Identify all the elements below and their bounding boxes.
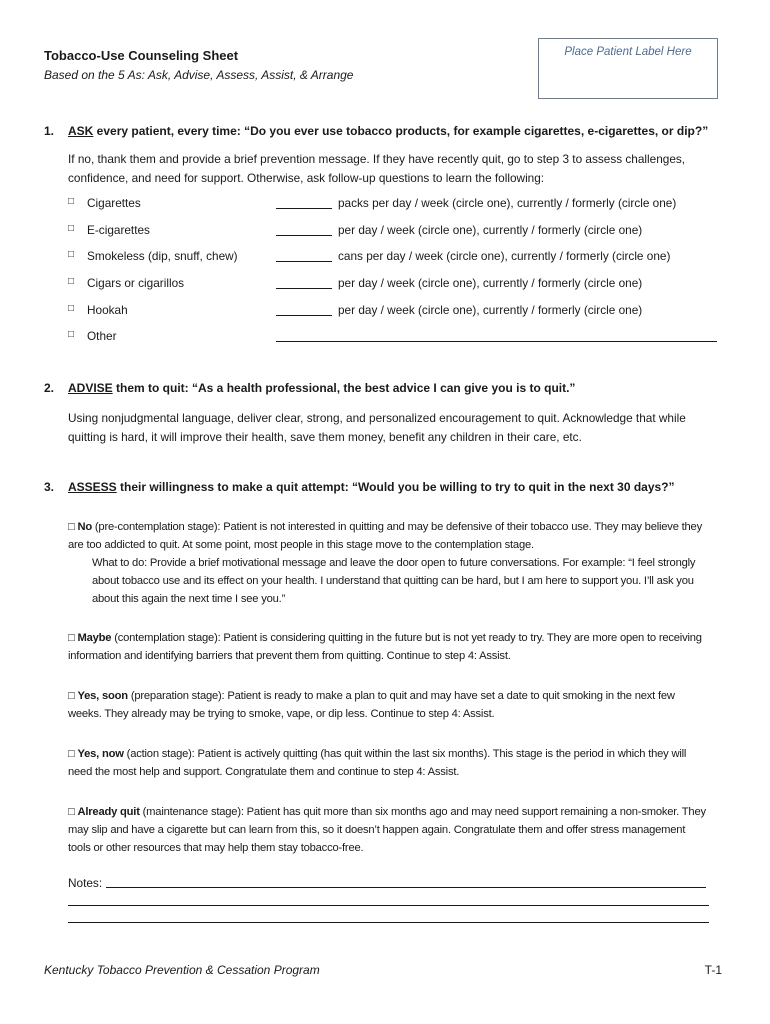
tobacco-row [68, 303, 718, 321]
tobacco-frequency: per day / week (circle one), currently / formerly (circle one) [338, 303, 643, 317]
checkbox-icon[interactable]: □ [68, 196, 75, 207]
amount-blank[interactable] [276, 261, 332, 262]
tobacco-type: Other [87, 329, 117, 343]
stage-label: Maybe [77, 632, 112, 644]
amount-blank[interactable] [276, 288, 332, 289]
section-3-number: 3. [44, 480, 55, 494]
patient-label-placeholder: Place Patient Label Here [564, 46, 692, 58]
tobacco-row [68, 249, 718, 267]
section-2-question: them to quit: “As a health professional, the best advice I can give you is to quit.” [112, 381, 576, 395]
section-2-keyword: ADVISE [68, 381, 113, 395]
section-1-heading [44, 124, 708, 138]
section-1-question: every patient, every time: “Do you ever use tobacco products, for example cigarettes, e-cigarettes, or dip?” [93, 124, 709, 138]
tobacco-type: Cigars or cigarillos [87, 276, 185, 290]
amount-blank[interactable] [276, 235, 332, 236]
sheet-subtitle: Based on the 5 As: Ask, Advise, Assess, Assist, & Arrange [44, 68, 354, 82]
stage-label: No [77, 521, 92, 533]
section-1-keyword: ASK [68, 124, 94, 138]
stage-description: (preparation stage): Patient is ready to make a plan to quit and may have set a date to quit smoking in the next few weeks. They already may be trying to smoke, vape, or dip less. Continue to step 4: Assist. [68, 690, 675, 720]
stage-yes-now [68, 745, 708, 781]
stage-label: Yes, soon [77, 690, 128, 702]
stage-no [68, 518, 708, 554]
tobacco-row [68, 196, 718, 214]
what-to-do-note: What to do: Provide a brief motivational message and leave the door open to future conversations. For example: “I feel strongly about tobacco use and its effect on your health. I understand that quitting can be hard, but I am here to support you. I’ll ask you about this again the next time I see you.” [92, 557, 696, 605]
checkbox-icon[interactable]: □ [68, 276, 75, 287]
other-blank[interactable] [276, 341, 717, 342]
tobacco-frequency: cans per day / week (circle one), currently / formerly (circle one) [338, 249, 671, 263]
section-3-question: their willingness to make a quit attempt: “Would you be willing to try to quit in the next 30 days?” [116, 480, 675, 494]
tobacco-row [68, 276, 718, 294]
tobacco-frequency: packs per day / week (circle one), currently / formerly (circle one) [338, 196, 677, 210]
checkbox-icon[interactable]: □ [68, 690, 75, 702]
section-2-number: 2. [44, 381, 55, 395]
tobacco-frequency: per day / week (circle one), currently / formerly (circle one) [338, 276, 643, 290]
section-3-keyword: ASSESS [68, 480, 117, 494]
notes-label: Notes: [68, 876, 103, 890]
section-3-heading [44, 480, 675, 494]
stage-description: (maintenance stage): Patient has quit more than six months ago and may need support remaining a non-smoker. They may slip and have a cigarette but can learn from this, so it doesn’t happen again. Congratulate them and offer stress management tools or other resources that may help them stay tobacco-free. [68, 806, 706, 854]
checkbox-icon[interactable]: □ [68, 521, 75, 533]
checkbox-icon[interactable]: □ [68, 249, 75, 260]
amount-blank[interactable] [276, 315, 332, 316]
tobacco-type: Hookah [87, 303, 128, 317]
stage-label: Already quit [77, 806, 140, 818]
stage-maybe [68, 629, 708, 665]
notes-line[interactable] [106, 887, 706, 888]
checkbox-icon[interactable]: □ [68, 329, 75, 340]
section-2-heading [44, 381, 575, 395]
section-2-body: Using nonjudgmental language, deliver clear, strong, and personalized encouragement to quit. Acknowledge that while quitting is hard, it will improve their health, save them money, benefit any children in their care, etc. [68, 411, 686, 444]
notes-line[interactable] [68, 905, 709, 906]
stage-description: (contemplation stage): Patient is considering quitting in the future but is not yet ready to try. They are more open to receiving information and identifying barriers that prevent them from quitting. Continue to step 4: Assist. [68, 632, 702, 662]
section-1-intro: If no, thank them and provide a brief prevention message. If they have recently quit, go to step 3 to assess challenges, confidence, and need for support. Otherwise, ask follow-up questions to learn the following: [68, 152, 686, 185]
tobacco-frequency: per day / week (circle one), currently / formerly (circle one) [338, 223, 643, 237]
checkbox-icon[interactable]: □ [68, 748, 75, 760]
sheet-title: Tobacco-Use Counseling Sheet [44, 48, 239, 63]
checkbox-icon[interactable]: □ [68, 223, 75, 234]
notes-line[interactable] [68, 922, 709, 923]
amount-blank[interactable] [276, 208, 332, 209]
tobacco-row-other [68, 329, 718, 347]
checkbox-icon[interactable]: □ [68, 303, 75, 314]
stage-yes-soon [68, 687, 708, 723]
stage-label: Yes, now [77, 748, 124, 760]
tobacco-type: Smokeless (dip, snuff, chew) [87, 249, 238, 263]
page-number: T-1 [704, 963, 722, 977]
tobacco-row [68, 223, 718, 241]
stage-already-quit [68, 803, 708, 857]
checkbox-icon[interactable]: □ [68, 806, 75, 818]
footer-program-name: Kentucky Tobacco Prevention & Cessation Program [44, 963, 320, 977]
checkbox-icon[interactable]: □ [68, 632, 75, 644]
tobacco-type: E-cigarettes [87, 223, 150, 237]
patient-label-box [538, 38, 718, 99]
section-1-number: 1. [44, 124, 55, 138]
tobacco-type: Cigarettes [87, 196, 141, 210]
stage-description: (action stage): Patient is actively quitting (has quit within the last six months). This stage is the period in which they will need the most help and support. Congratulate them and continue to step 4: Assist. [68, 748, 687, 778]
stage-description: (pre-contemplation stage): Patient is not interested in quitting and may be defensive of their tobacco use. They may believe they are too addicted to quit. At some point, most people in this stage move to the contemplation stage. [68, 521, 702, 551]
